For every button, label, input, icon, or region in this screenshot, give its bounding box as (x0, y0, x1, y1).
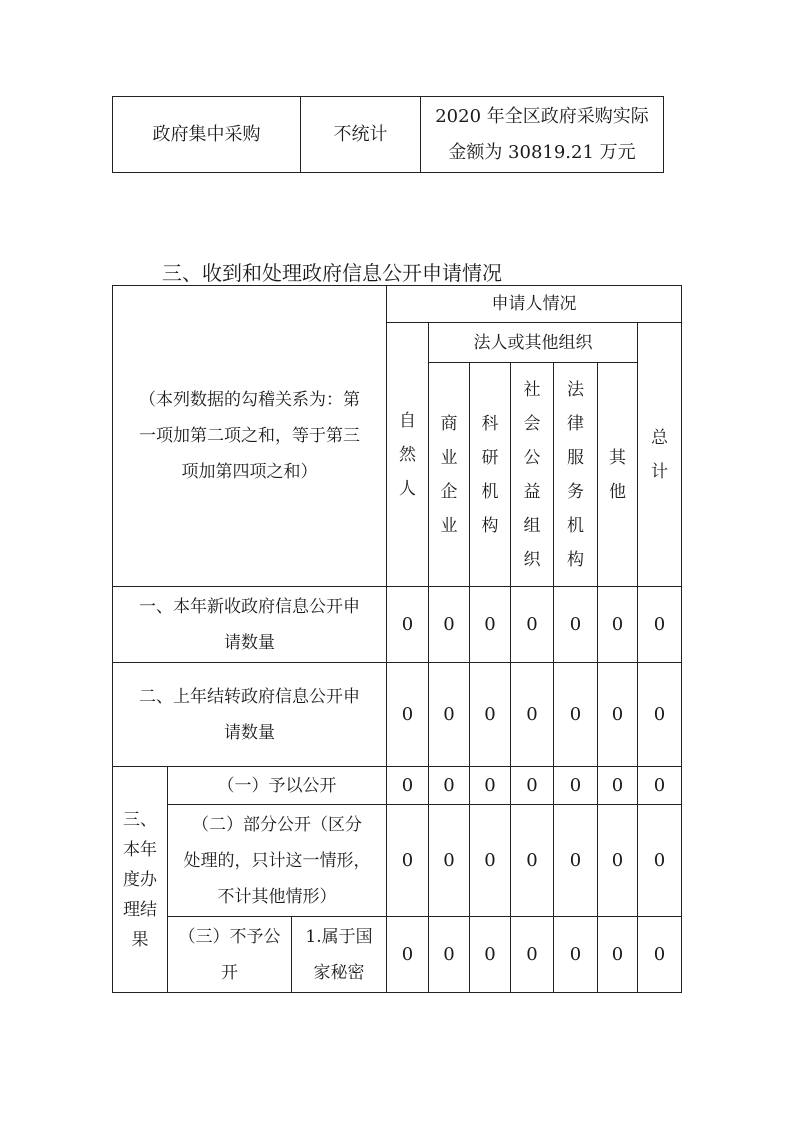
legal-group-header: 法人或其他组织 (429, 323, 638, 363)
value-cell: 0 (470, 767, 511, 805)
application-table (112, 285, 682, 993)
table-row (113, 663, 682, 767)
value-cell: 0 (638, 917, 682, 993)
value-cell: 0 (429, 805, 470, 917)
value-cell: 0 (554, 767, 598, 805)
value-cell: 0 (429, 767, 470, 805)
value-cell: 0 (638, 663, 682, 767)
value-cell: 0 (470, 663, 511, 767)
section-title: 三、收到和处理政府信息公开申请情况 (162, 261, 502, 285)
value-cell: 0 (511, 587, 554, 663)
note-line-1: （本列数据的勾稽关系为：第 (139, 390, 360, 410)
table-row (113, 917, 682, 993)
col-business: 商 业 企 业 (429, 363, 470, 587)
value-cell: 0 (387, 805, 429, 917)
value-cell: 0 (638, 587, 682, 663)
value-cell: 0 (511, 917, 554, 993)
amount-line-1: 2020 年全区政府采购实际 (435, 105, 649, 127)
note-line-3: 项加第四项之和） (181, 462, 318, 482)
value-cell: 0 (511, 767, 554, 805)
value-cell: 0 (638, 767, 682, 805)
table-row (113, 587, 682, 663)
value-cell: 0 (638, 805, 682, 917)
row-label: （一）予以公开 (168, 767, 387, 805)
value-cell: 0 (429, 917, 470, 993)
value-cell: 0 (598, 587, 638, 663)
value-cell: 0 (470, 587, 511, 663)
value-cell: 0 (554, 587, 598, 663)
col-natural-person: 自 然 人 (387, 323, 429, 587)
col-total: 总 计 (638, 323, 682, 587)
row-sublabel: 1.属于国 家秘密 (292, 917, 387, 993)
value-cell: 0 (598, 663, 638, 767)
amount-line-2: 金额为 30819.21 万元 (448, 141, 636, 163)
row-label: 一、本年新收政府信息公开申 请数量 (113, 587, 387, 663)
row-3-label: 三、 本年 度办 理结 果 (113, 767, 168, 993)
procurement-stat-cell: 不统计 (301, 97, 421, 173)
value-cell: 0 (387, 917, 429, 993)
value-cell: 0 (511, 663, 554, 767)
value-cell: 0 (470, 917, 511, 993)
col-social-org: 社 会 公 益 组 织 (511, 363, 554, 587)
value-cell: 0 (387, 587, 429, 663)
value-cell: 0 (598, 805, 638, 917)
procurement-table (112, 96, 664, 173)
value-cell: 0 (470, 805, 511, 917)
value-cell: 0 (511, 805, 554, 917)
value-cell: 0 (429, 587, 470, 663)
table-row (113, 767, 682, 805)
value-cell: 0 (429, 663, 470, 767)
value-cell: 0 (598, 917, 638, 993)
value-cell: 0 (554, 917, 598, 993)
value-cell: 0 (387, 663, 429, 767)
row-label: 二、上年结转政府信息公开申 请数量 (113, 663, 387, 767)
procurement-type-cell: 政府集中采购 (113, 97, 301, 173)
col-other: 其 他 (598, 363, 638, 587)
value-cell: 0 (554, 663, 598, 767)
col-research: 科 研 机 构 (470, 363, 511, 587)
table-row (113, 805, 682, 917)
value-cell: 0 (554, 805, 598, 917)
value-cell: 0 (387, 767, 429, 805)
row-label: （二）部分公开（区分 处理的，只计这一情形， 不计其他情形） (168, 805, 387, 917)
header-note-cell (113, 286, 387, 587)
note-line-2: 一项加第二项之和，等于第三 (139, 426, 360, 446)
value-cell: 0 (598, 767, 638, 805)
col-legal-service: 法 律 服 务 机 构 (554, 363, 598, 587)
row-label: （三）不予公 开 (168, 917, 292, 993)
applicant-header: 申请人情况 (387, 286, 682, 323)
procurement-amount-cell (421, 97, 664, 173)
